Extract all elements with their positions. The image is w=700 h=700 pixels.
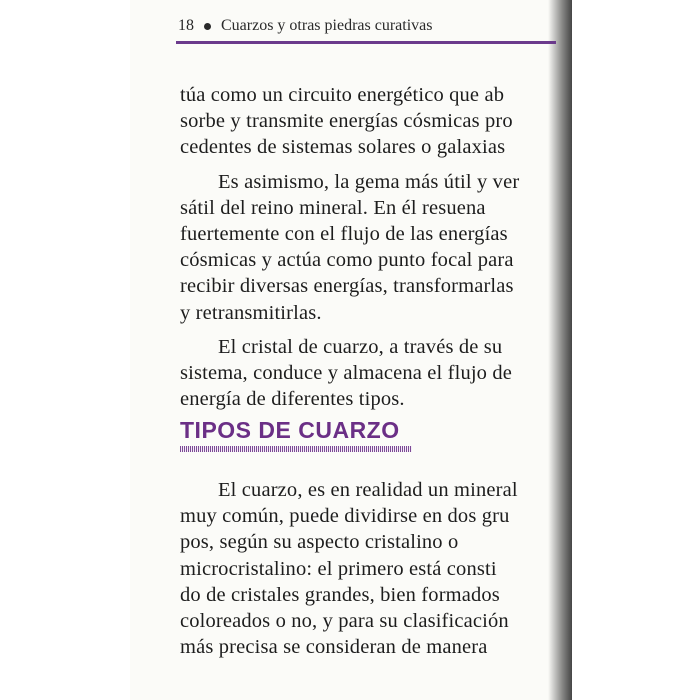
text-line: microcristalino: el primero está consti <box>180 557 497 580</box>
text-line: muy común, puede dividirse en dos gru <box>180 505 510 528</box>
body-text-bottom <box>180 477 568 660</box>
text-line: coloreados o no, y para su clasificación <box>180 609 509 632</box>
text-line: cósmicas y actúa como punto focal para <box>180 249 514 272</box>
text-line: Es asimismo, la gema más útil y ver <box>218 170 520 193</box>
paragraph-gap <box>180 326 568 334</box>
text-line: El cuarzo, es en realidad un mineral <box>218 479 518 501</box>
section-heading-underline <box>180 446 412 452</box>
text-line: sátil del reino mineral. En él resuena <box>180 196 486 219</box>
paragraph-gap <box>180 161 568 169</box>
bullet-icon <box>204 23 211 30</box>
book-title: Cuarzos y otras piedras curativas <box>221 17 433 34</box>
paragraph <box>180 82 568 161</box>
facing-page-edge <box>572 0 700 700</box>
text-line: fuertemente con el flujo de las energías <box>180 222 508 245</box>
running-head <box>178 17 432 35</box>
text-line: y retransmitirlas. <box>180 301 322 324</box>
body-text-top <box>180 82 568 412</box>
text-line: El cristal de cuarzo, a través de su <box>218 335 503 358</box>
paragraph <box>180 169 568 326</box>
text-line: cedentes de sistemas solares o galaxias <box>180 136 506 159</box>
text-line: recibir diversas energías, transformarlas <box>180 275 514 298</box>
text-line: sorbe y transmite energías cósmicas pro <box>180 110 513 133</box>
header-rule <box>176 41 556 44</box>
text-line: pos, según su aspecto cristalino o <box>180 531 459 554</box>
text-line: energía de diferentes tipos. <box>180 388 405 411</box>
text-line: do de cristales grandes, bien formados <box>180 583 500 606</box>
paragraph <box>180 334 568 413</box>
section-heading: TIPOS DE CUARZO <box>180 417 400 443</box>
text-line: túa como un circuito energético que ab <box>180 84 505 106</box>
text-line: sistema, conduce y almacena el flujo de <box>180 361 513 384</box>
paragraph <box>180 477 568 660</box>
page-number: 18 <box>178 17 194 34</box>
text-line: más precisa se consideran de manera <box>180 636 488 659</box>
